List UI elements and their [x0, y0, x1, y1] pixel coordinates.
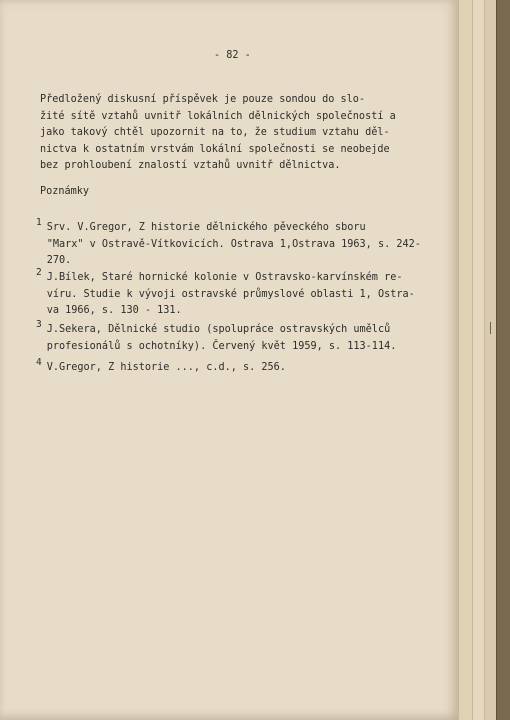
footnote-line: Srv. V.Gregor, Z historie dělnického pěveckého sboru — [46, 222, 366, 233]
paragraph-line: žité sítě vztahů uvnitř lokálních dělnických společností a — [40, 110, 396, 122]
footnote-line: V.Gregor, Z historie ..., c.d., s. 256. — [46, 362, 286, 373]
footnote-number: 4 — [36, 357, 42, 368]
footnote-4 — [36, 357, 286, 377]
binding-edge — [496, 0, 510, 720]
footnote-line: 270. — [46, 255, 72, 266]
footnote-3 — [36, 319, 397, 355]
footnote-line: J.Sekera, Dělnické studio (spolupráce ostravských umělců — [46, 324, 391, 335]
paragraph-line: Předložený diskusní příspěvek je pouze sondou do slo- — [40, 94, 366, 105]
notes-heading: Poznámky — [40, 186, 90, 197]
margin-mark — [490, 322, 491, 334]
footnote-2 — [36, 267, 415, 320]
footnote-number: 1 — [36, 217, 42, 228]
footnote-1 — [36, 217, 421, 270]
footnote-number: 2 — [36, 267, 42, 278]
paragraph-line: jako takový chtěl upozornit na to, že studium vztahu děl- — [40, 127, 390, 138]
paragraph-line: bez prohloubení znalostí vztahů uvnitř dělnictva. — [40, 160, 341, 171]
page-edge — [458, 0, 473, 720]
footnote-line: va 1966, s. 130 - 131. — [46, 305, 182, 316]
body-paragraph — [40, 92, 396, 175]
paragraph-line: nictva k ostatním vrstvám lokální společnosti se neobejde — [40, 143, 390, 155]
footnote-line: J.Bílek, Staré hornické kolonie v Ostravsko-karvínském re- — [46, 272, 403, 283]
page-number: - 82 - — [214, 50, 251, 61]
footnote-line: "Marx" v Ostravě-Vítkovicích. Ostrava 1,Ostrava 1963, s. 242- — [46, 238, 421, 250]
footnote-number: 3 — [36, 319, 42, 330]
footnote-line: profesionálů s ochotníky). Červený květ 1959, s. 113-114. — [46, 340, 397, 352]
footnote-line: víru. Studie k vývoji ostravské průmyslové oblasti 1, Ostra- — [46, 288, 415, 300]
